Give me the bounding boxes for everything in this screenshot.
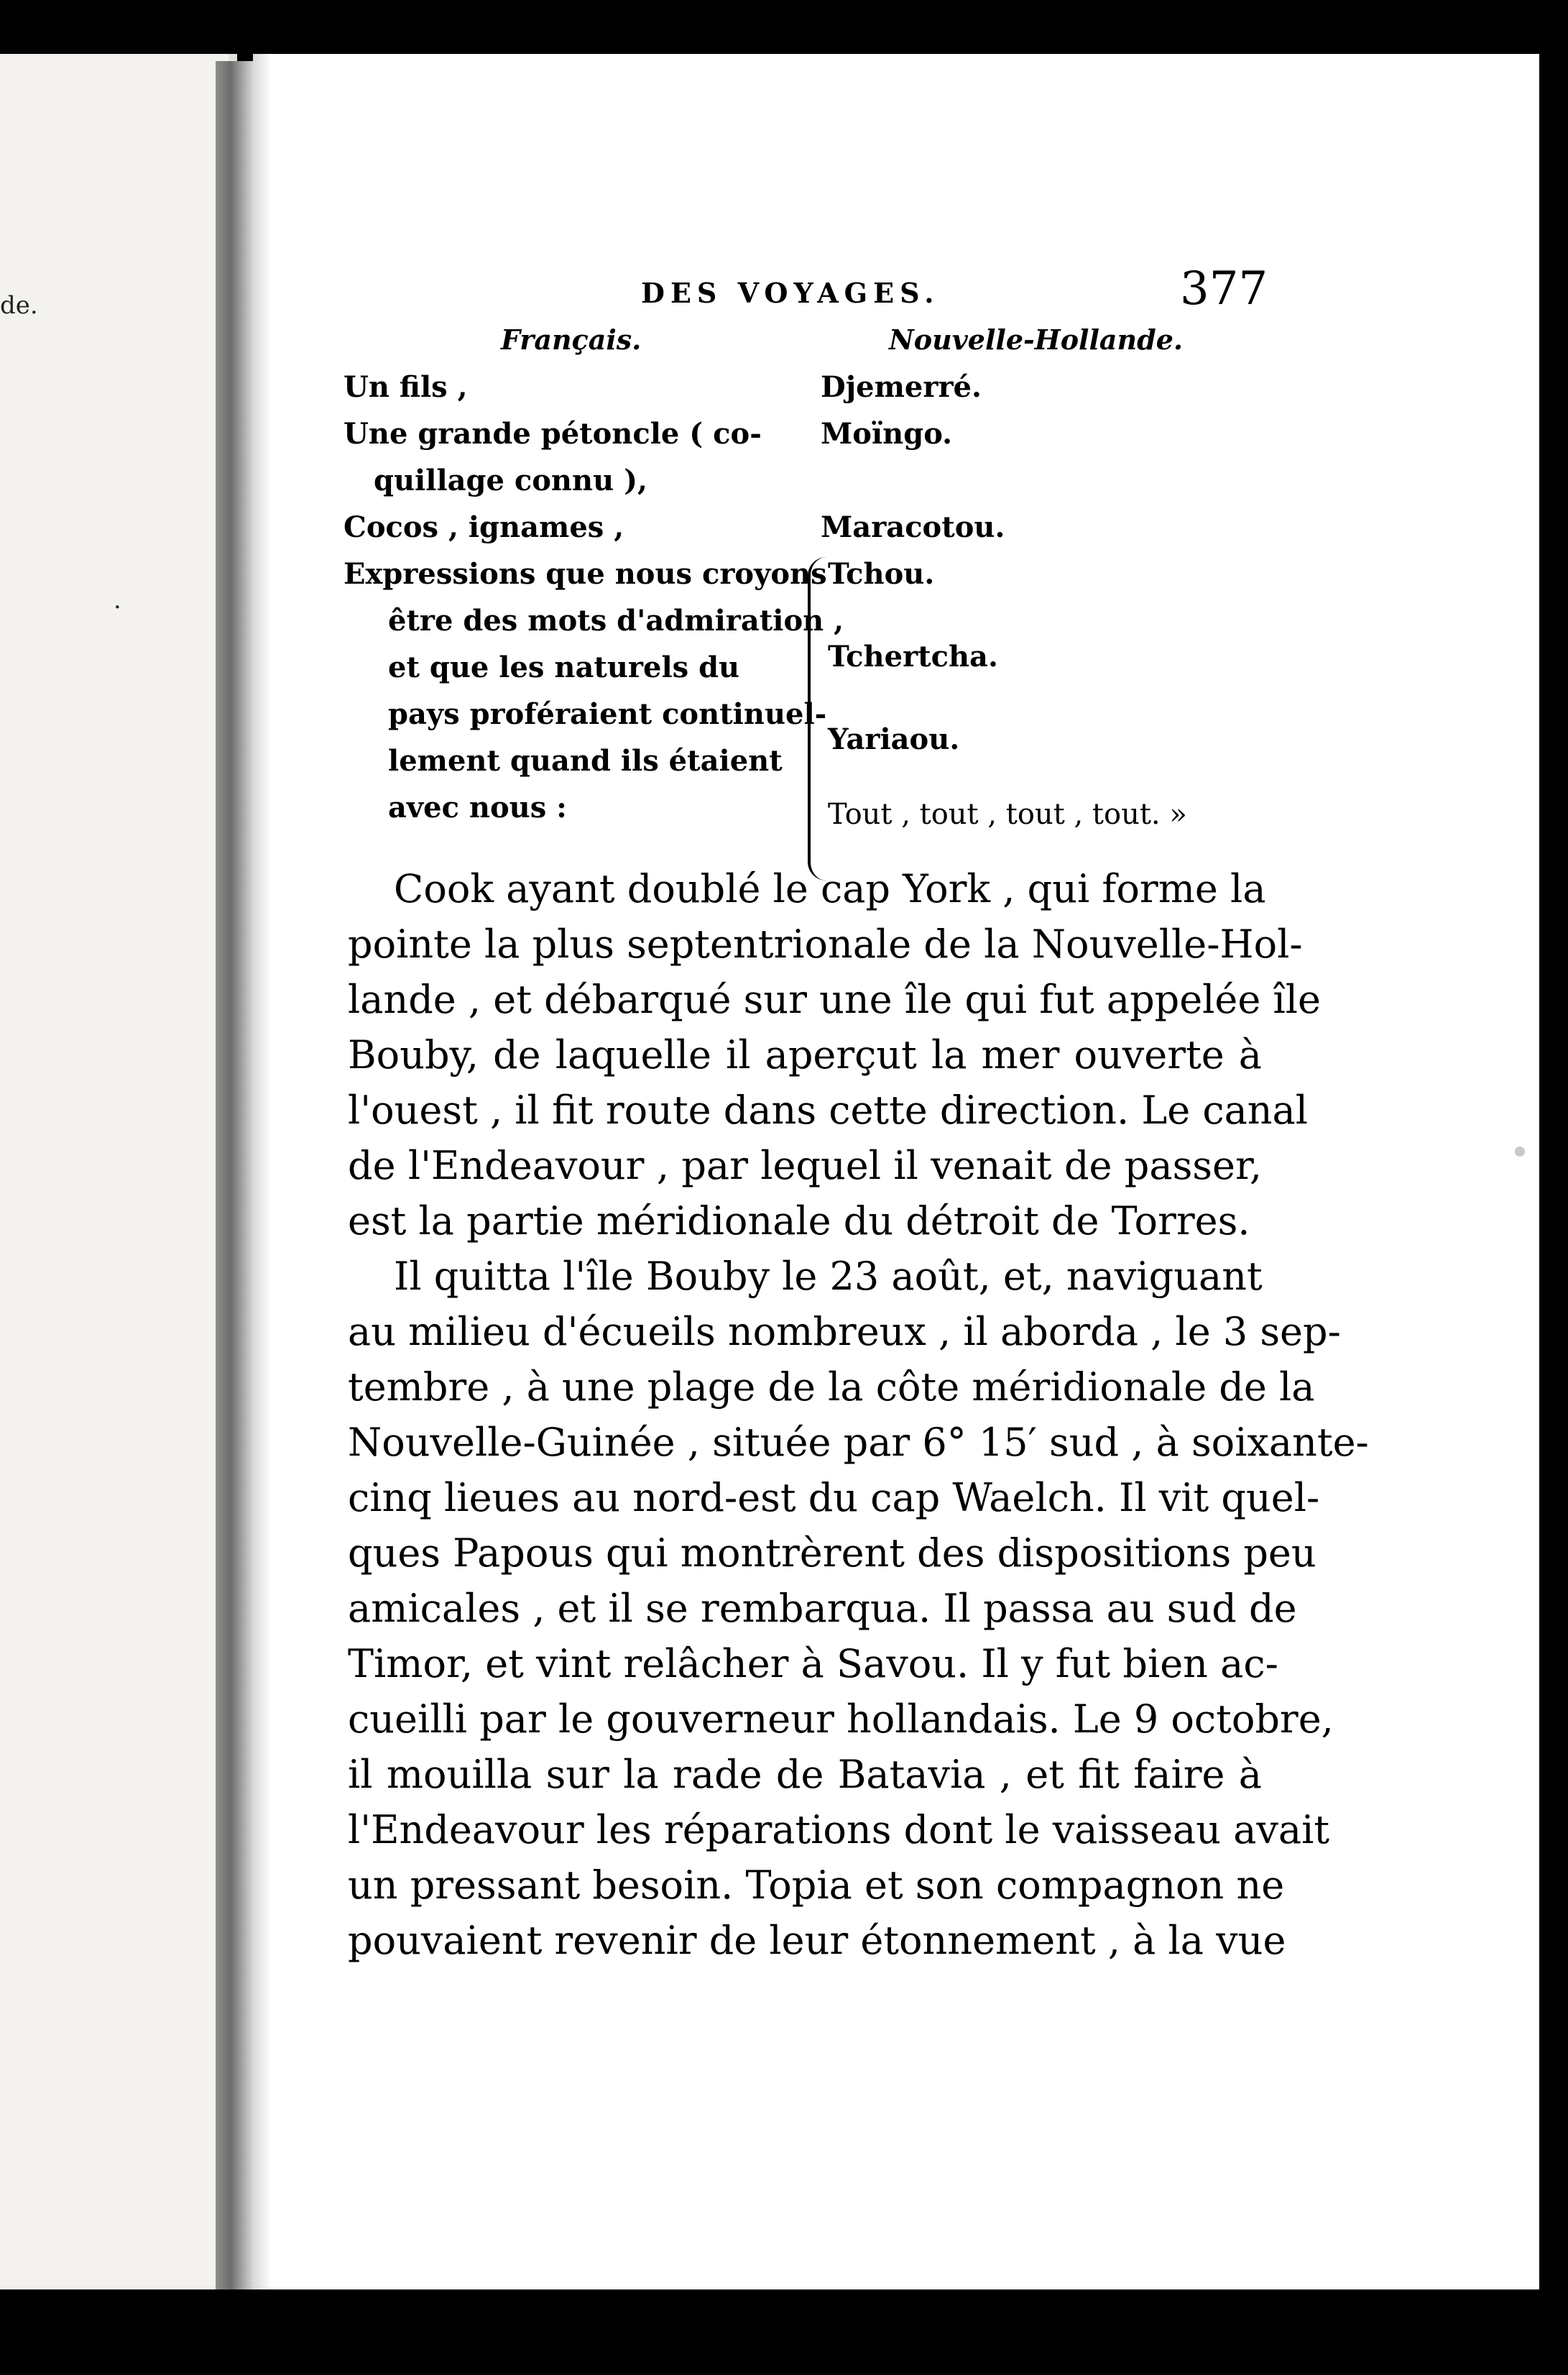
text-line: tembre , à une plage de la côte méridionale de la — [348, 1364, 1315, 1410]
vocab-french: être des mots d'admiration , — [388, 604, 844, 638]
vocab-french: Expressions que nous croyons — [343, 557, 827, 591]
column-heading-native: Nouvelle-Hollande. — [889, 323, 1184, 356]
text-line: Bouby, de laquelle il aperçut la mer ouverte à — [348, 1032, 1262, 1078]
text-line: Timor, et vint relâcher à Savou. Il y fut bien ac- — [348, 1641, 1278, 1686]
text-line: de l'Endeavour , par lequel il venait de passer, — [348, 1143, 1262, 1188]
vocab-native: Djemerré. — [821, 370, 982, 404]
text-line: lande , et débarqué sur une île qui fut appelée île — [348, 977, 1322, 1022]
text-line: pouvaient revenir de leur étonnement , à la vue — [348, 1918, 1286, 1963]
page-shadow — [253, 54, 272, 2289]
page-number: 377 — [1180, 262, 1268, 316]
left-page-mark: · — [114, 593, 121, 622]
text-line: ques Papous qui montrèrent des dispositions peu — [348, 1530, 1316, 1576]
text-line: un pressant besoin. Topia et son compagnon ne — [348, 1862, 1285, 1908]
text-line: est la partie méridionale du détroit de Torres. — [348, 1198, 1250, 1244]
vocab-french: Cocos , ignames , — [343, 510, 624, 544]
vocab-native: Tout , tout , tout , tout. » — [828, 798, 1187, 831]
column-heading-french: Français. — [501, 323, 642, 356]
vocab-native: Tchertcha. — [828, 640, 998, 674]
vocab-native: Tchou. — [828, 557, 935, 591]
text-line: amicales , et il se rembarqua. Il passa au sud de — [348, 1586, 1297, 1631]
left-page-text-fragment: de. — [0, 291, 38, 320]
vocab-french: quillage connu ), — [374, 464, 647, 497]
text-line: l'ouest , il fit route dans cette direction. Le canal — [348, 1088, 1309, 1133]
book-gutter — [216, 61, 259, 2289]
left-page-fragment — [0, 54, 237, 2289]
vocab-native: Maracotou. — [821, 510, 1005, 544]
vocab-french: Un fils , — [343, 370, 468, 404]
page-header — [253, 262, 1539, 320]
running-head: DES VOYAGES. — [641, 277, 940, 309]
text-line: Cook ayant doublé le cap York , qui forme la — [394, 866, 1266, 911]
grouping-brace — [808, 557, 826, 881]
text-line: cinq lieues au nord-est du cap Waelch. Il vit quel- — [348, 1475, 1320, 1520]
vocab-native: Moïngo. — [821, 417, 953, 451]
vocab-french: Une grande pétoncle ( co- — [343, 417, 762, 451]
paper-speck — [1515, 1147, 1525, 1157]
vocab-native: Yariaou. — [828, 722, 960, 756]
vocab-french: et que les naturels du — [388, 651, 740, 684]
text-line: au milieu d'écueils nombreux , il aborda , le 3 sep- — [348, 1309, 1341, 1354]
text-line: l'Endeavour les réparations dont le vaisseau avait — [348, 1807, 1330, 1852]
text-line: Il quitta l'île Bouby le 23 août, et, naviguant — [394, 1254, 1263, 1299]
right-page — [253, 54, 1539, 2289]
vocab-french: avec nous : — [388, 791, 567, 824]
vocab-french: lement quand ils étaient — [388, 744, 783, 778]
text-line: cueilli par le gouverneur hollandais. Le 9 octobre, — [348, 1696, 1334, 1742]
text-line: il mouilla sur la rade de Batavia , et fit faire à — [348, 1752, 1262, 1797]
text-line: Nouvelle-Guinée , située par 6° 15′ sud , à soixante- — [348, 1420, 1369, 1465]
text-line: pointe la plus septentrionale de la Nouvelle-Hol- — [348, 922, 1303, 967]
vocab-french: pays proféraient continuel- — [388, 697, 827, 731]
